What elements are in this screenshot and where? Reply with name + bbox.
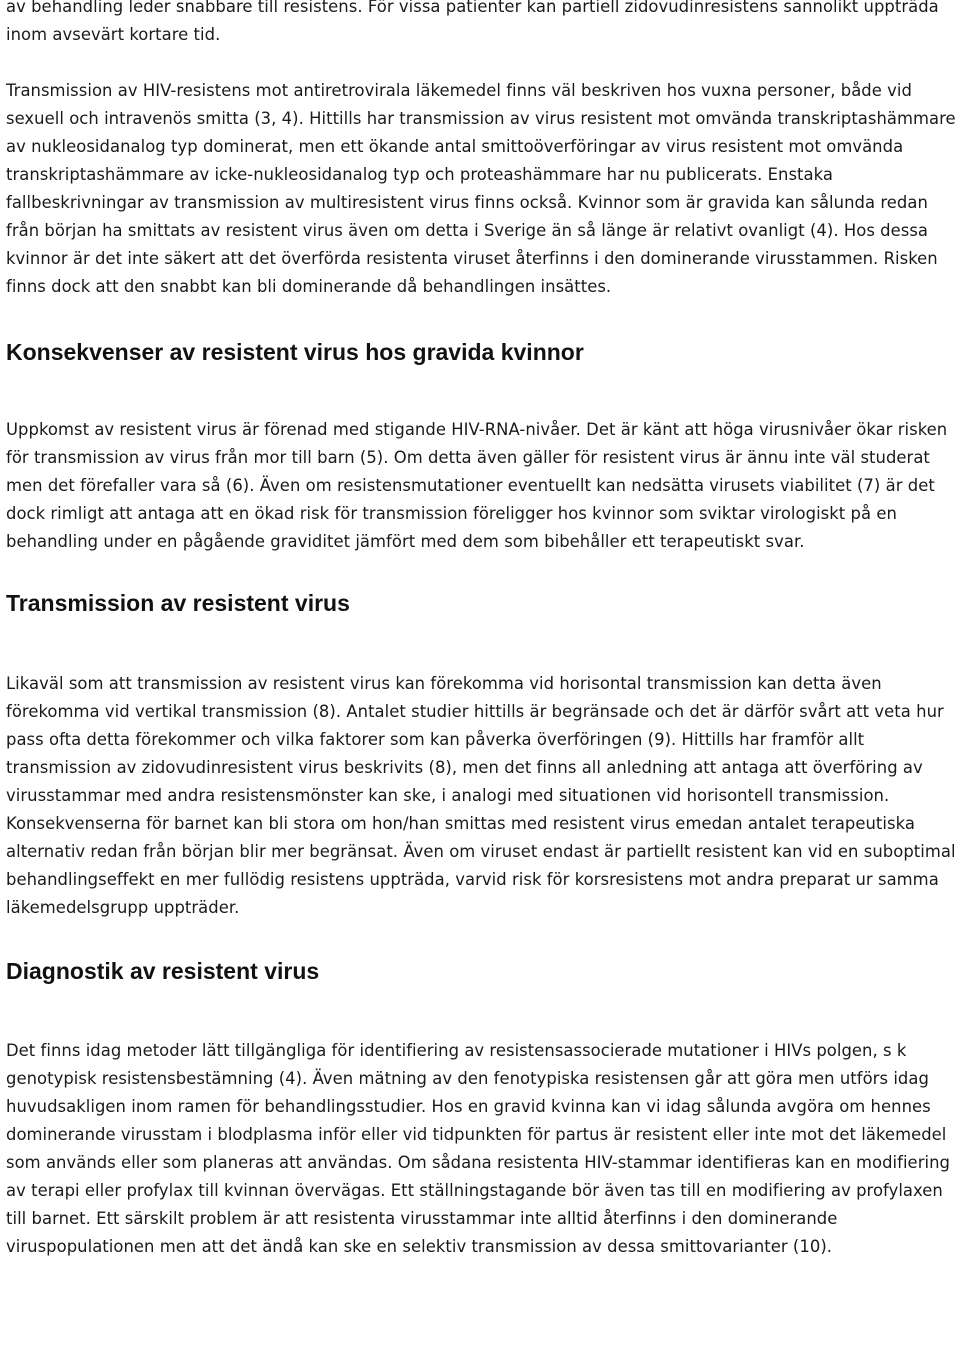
section-heading-diagnostics: Diagnostik av resistent virus [6,958,320,984]
paragraph-diagnostics: Det finns idag metoder lätt tillgängliga för identifiering av resistensassocierade mutationer i HIVs polgen, s k genotypisk resistensbestämning (4). Även mätning av den fenotypiska resistensen går att göra men utförs idag huvudsakligen inom ramen för behandlingsstudier. Hos en gravid kvinna kan vi idag sålunda avgöra om hennes dominerande virusstam i blodplasma inför eller vid tidpunkten för partus är resistent eller inte mot det läkemedel som används eller som planeras att användas. Om sådana resistenta HIV-stammar identifieras kan en modifiering av terapi eller profylax till kvinnan övervägas. Ett ställningstagande bör även tas till en modifiering av profylaxen till barnet. Ett särskilt problem är att resistenta virusstammar inte alltid återfinns i den dominerande viruspopulationen men att det ändå kan ske en selektiv transmission av dessa smittovarianter (10). [6,1041,950,1256]
paragraph-intro-end: av behandling leder snabbare till resistens. För vissa patienter kan partiell zidovudinresistens sannolikt uppträda inom avsevärt kortare tid. [6,0,939,44]
paragraph-transmission: Likaväl som att transmission av resistent virus kan förekomma vid horisontal transmission kan detta även förekomma vid vertikal transmission (8). Antalet studier hittills är begränsade och det är därför svårt att veta hur pass ofta detta förekommer och vilka faktorer som kan påverka överföringen (9). Hittills har framför allt transmission av zidovudinresistent virus beskrivits (8), men det finns all anledning att antaga att överföring av virusstammar med andra resistensmönster kan ske, i analogi med situationen vid horisontell transmission. Konsekvenserna för barnet kan bli stora om hon/han smittas med resistent virus emedan antalet terapeutiska alternativ redan från början blir mer begränsat. Även om viruset endast är partiellt resistent kan vid en suboptimal behandlingseffekt en mer fullödig resistens uppträda, varvid risk för korsresistens mot andra preparat ur samma läkemedelsgrupp uppträder. [6,674,956,917]
section-heading-transmission: Transmission av resistent virus [6,590,350,616]
section-heading-consequences: Konsekvenser av resistent virus hos gravida kvinnor [6,339,584,365]
document-page [6,0,958,1261]
paragraph-consequences: Uppkomst av resistent virus är förenad med stigande HIV-RNA-nivåer. Det är känt att höga virusnivåer ökar risken för transmission av virus från mor till barn (5). Om detta även gäller för resistent virus är ännu inte väl studerat men det förefaller vara så (6). Även om resistensmutationer eventuellt kan nedsätta virusets viabilitet (7) är det dock rimligt att antaga att en ökad risk för transmission föreligger hos kvinnor som sviktar virologiskt på en behandling under en pågående graviditet jämfört med dem som bibehåller ett terapeutiskt svar. [6,420,948,551]
paragraph-transmission-general: Transmission av HIV-resistens mot antiretrovirala läkemedel finns väl beskriven hos vuxna personer, både vid sexuell och intravenös smitta (3, 4). Hittills har transmission av virus resistent mot omvända transkriptashämmare av nukleosidanalog typ dominerat, men ett ökande antal smittoöverföringar av virus resistent mot omvända transkriptashämmare av icke-nukleosidanalog typ och proteashämmare har nu publicerats. Enstaka fallbeskrivningar av transmission av multiresistent virus finns också. Kvinnor som är gravida kan sålunda redan från början ha smittats av resistent virus även om detta i Sverige än så länge är relativt ovanligt (4). Hos dessa kvinnor är det inte säkert att det överförda resistenta viruset återfinns i den dominerande virusstammen. Risken finns dock att den snabbt kan bli dominerande då behandlingen insättes. [6,81,956,296]
